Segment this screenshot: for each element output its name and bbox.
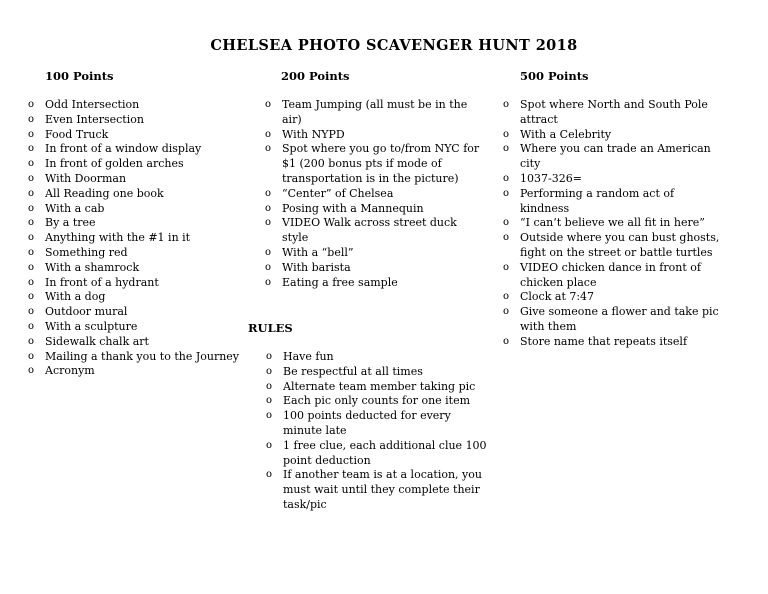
list-item-text: Something red <box>45 245 128 259</box>
bullet-icon: o <box>28 143 35 155</box>
list-item-text: Clock at 7:47 <box>520 290 595 304</box>
bullet-icon: o <box>503 217 510 229</box>
rules-section <box>248 320 488 513</box>
list-item <box>266 468 488 512</box>
list-item <box>28 246 243 261</box>
list-item <box>28 320 243 335</box>
list-item-text: Odd Intersection <box>45 98 140 111</box>
bullet-icon: o <box>28 158 35 170</box>
bullet-icon: o <box>503 232 510 244</box>
bullet-icon: o <box>503 306 510 318</box>
bullet-icon: o <box>266 351 273 362</box>
list-item <box>28 290 243 305</box>
column-500-points <box>503 68 723 350</box>
list-item <box>265 128 485 143</box>
list-item-text: Give someone a flower and take pic with them <box>520 305 719 333</box>
rules-list <box>248 350 488 513</box>
column-100-points <box>28 68 243 379</box>
bullet-icon: o <box>266 380 273 392</box>
item-list-200 <box>265 98 485 290</box>
list-item-text: Eating a free sample <box>282 275 398 289</box>
list-item-text: With a sculpture <box>45 319 138 333</box>
list-item-text: With barista <box>282 260 351 274</box>
list-item <box>266 350 488 365</box>
list-item <box>28 335 243 350</box>
list-item-text: Posing with a Mannequin <box>282 201 424 215</box>
list-item <box>503 187 723 217</box>
bullet-icon: o <box>28 113 35 125</box>
bullet-icon: o <box>28 246 35 258</box>
bullet-icon: o <box>28 365 35 377</box>
bullet-icon: o <box>28 217 35 229</box>
list-item-text: With a Celebrity <box>520 127 612 141</box>
bullet-icon: o <box>266 469 273 481</box>
bullet-icon: o <box>28 261 35 273</box>
bullet-icon: o <box>28 350 35 362</box>
list-item-text: With a cab <box>45 201 105 215</box>
list-item-text: All Reading one book <box>45 186 164 200</box>
bullet-icon: o <box>28 128 35 140</box>
list-item-text: By a tree <box>45 216 96 230</box>
list-item <box>266 409 488 439</box>
list-item <box>28 364 243 379</box>
bullet-icon: o <box>28 276 35 288</box>
rules-heading: RULES <box>248 321 293 335</box>
list-item <box>265 202 485 217</box>
list-item-text: With NYPD <box>282 127 345 141</box>
list-item <box>28 305 243 320</box>
bullet-icon: o <box>266 439 273 451</box>
bullet-icon: o <box>265 217 272 229</box>
list-item-text: 100 points deducted for every minute late <box>283 409 451 437</box>
list-item-text: Even Intersection <box>45 112 144 126</box>
list-item <box>503 172 723 187</box>
list-item <box>28 276 243 291</box>
list-item <box>503 335 723 350</box>
bullet-icon: o <box>266 395 273 407</box>
list-item <box>28 98 243 113</box>
bullet-icon: o <box>503 261 510 273</box>
list-item <box>28 202 243 217</box>
list-item <box>28 142 243 157</box>
list-item <box>265 276 485 291</box>
list-item-text: With a shamrock <box>45 260 140 274</box>
bullet-icon: o <box>265 261 272 273</box>
column-200-points <box>265 68 485 290</box>
bullet-icon: o <box>265 187 272 199</box>
list-item-text: VIDEO chicken dance in front of chicken place <box>520 260 701 289</box>
bullet-icon: o <box>503 187 510 199</box>
page-title: CHELSEA PHOTO SCAVENGER HUNT 2018 <box>210 37 578 54</box>
bullet-icon: o <box>28 187 35 199</box>
list-item <box>503 231 723 261</box>
list-item <box>28 128 243 143</box>
list-item-text: In front of golden arches <box>45 157 184 171</box>
list-item <box>28 231 243 246</box>
list-item-text: With Doorman <box>45 171 127 185</box>
bullet-icon: o <box>503 335 510 347</box>
list-item-text: 1 free clue, each additional clue 100 point deduction <box>283 438 487 467</box>
bullet-icon: o <box>266 410 273 422</box>
list-item <box>503 261 723 291</box>
list-item <box>503 98 723 128</box>
list-item <box>266 365 488 380</box>
list-item <box>503 128 723 143</box>
list-item-text: In front of a hydrant <box>45 275 159 289</box>
list-item-text: In front of a window display <box>45 142 202 156</box>
bullet-icon: o <box>503 143 510 155</box>
list-item-text: Spot where North and South Pole attract <box>520 98 708 126</box>
list-item <box>503 142 723 172</box>
list-item-text: 1037-326= <box>520 171 582 185</box>
list-item-text: Where you can trade an American city <box>520 142 711 171</box>
list-item <box>265 98 485 128</box>
bullet-icon: o <box>28 335 35 347</box>
list-item <box>28 187 243 202</box>
list-item-text: Performing a random act of kindness <box>520 186 675 215</box>
list-item <box>28 216 243 231</box>
list-item <box>503 305 723 335</box>
list-item-text: Store name that repeats itself <box>520 334 688 348</box>
list-item-text: Outdoor mural <box>45 305 128 319</box>
list-item-text: Have fun <box>283 350 334 363</box>
list-item-text: “Center” of Chelsea <box>282 186 394 200</box>
bullet-icon: o <box>265 202 272 214</box>
list-item <box>28 172 243 187</box>
bullet-icon: o <box>28 172 35 184</box>
bullet-icon: o <box>503 172 510 184</box>
bullet-icon: o <box>265 143 272 155</box>
list-item-text: Mailing a thank you to the Journey <box>45 349 240 363</box>
list-item <box>265 246 485 261</box>
list-item <box>265 187 485 202</box>
bullet-icon: o <box>28 202 35 214</box>
list-item-text: Anything with the #1 in it <box>45 231 191 245</box>
list-item-text: Team Jumping (all must be in the air) <box>282 98 468 126</box>
column-heading-500: 500 Points <box>520 69 589 83</box>
list-item <box>266 380 488 395</box>
bullet-icon: o <box>265 246 272 258</box>
bullet-icon: o <box>503 99 510 110</box>
bullet-icon: o <box>265 99 272 110</box>
bullet-icon: o <box>28 99 35 110</box>
list-item-text: Outside where you can bust ghosts, fight on the street or battle turtles <box>520 231 720 259</box>
list-item <box>266 439 488 469</box>
column-heading-200: 200 Points <box>281 69 350 83</box>
bullet-icon: o <box>265 276 272 288</box>
list-item-text: Spot where you go to/from NYC for $1 (200 bonus pts if mode of transportation is in the picture) <box>282 142 480 185</box>
bullet-icon: o <box>28 306 35 318</box>
list-item-text: Food Truck <box>45 127 109 141</box>
bullet-icon: o <box>28 232 35 244</box>
bullet-icon: o <box>265 128 272 140</box>
list-item-text: If another team is at a location, you must wait until they complete their task/pic <box>283 468 482 511</box>
list-item-text: Sidewalk chalk art <box>45 334 149 348</box>
bullet-icon: o <box>266 365 273 377</box>
list-item <box>265 261 485 276</box>
list-item <box>503 216 723 231</box>
list-item-text: With a dog <box>45 290 106 304</box>
bullet-icon: o <box>503 128 510 140</box>
list-item <box>28 261 243 276</box>
list-item <box>503 290 723 305</box>
list-item-text: VIDEO Walk across street duck style <box>282 216 457 245</box>
list-item-text: With a “bell” <box>282 245 354 259</box>
bullet-icon: o <box>503 291 510 303</box>
list-item-text: “I can’t believe we all fit in here” <box>520 216 705 230</box>
column-heading-100: 100 Points <box>45 69 114 83</box>
bullet-icon: o <box>28 320 35 332</box>
list-item <box>28 350 243 365</box>
list-item <box>28 113 243 128</box>
list-item <box>265 216 485 246</box>
bullet-icon: o <box>28 291 35 303</box>
list-item <box>266 394 488 409</box>
list-item-text: Alternate team member taking pic <box>283 379 476 393</box>
list-item <box>28 157 243 172</box>
list-item-text: Each pic only counts for one item <box>283 394 471 408</box>
list-item <box>265 142 485 186</box>
item-list-100 <box>28 98 243 379</box>
item-list-500 <box>503 98 723 350</box>
list-item-text: Be respectful at all times <box>283 364 423 378</box>
list-item-text: Acronym <box>45 364 95 378</box>
